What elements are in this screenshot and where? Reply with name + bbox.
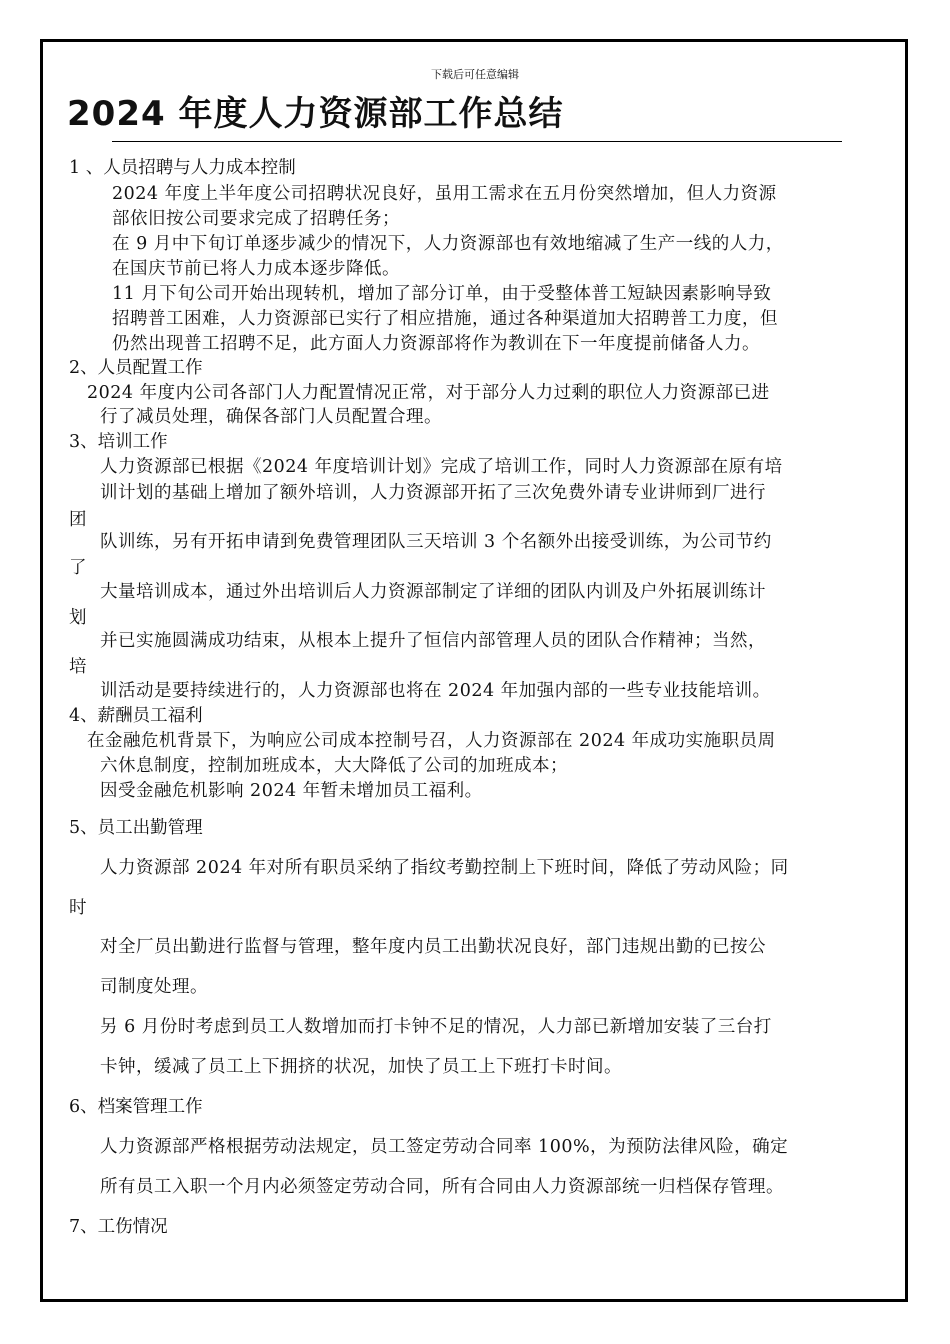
section-heading: 6、档案管理工作 xyxy=(69,1097,203,1117)
body-line: 司制度处理。 xyxy=(100,977,208,997)
body-line: 划 xyxy=(69,608,87,628)
body-line: 培 xyxy=(69,657,87,677)
title-divider xyxy=(112,141,842,142)
document-title: 2024 年度人力资源部工作总结 xyxy=(67,94,564,134)
section-heading: 2、人员配置工作 xyxy=(69,358,203,378)
body-line: 人力资源部严格根据劳动法规定，员工签定劳动合同率 100%，为预防法律风险，确定 xyxy=(100,1137,789,1157)
body-line: 部依旧按公司要求完成了招聘任务； xyxy=(112,209,400,229)
body-line: 训计划的基础上增加了额外培训，人力资源部开拓了三次免费外请专业讲师到厂进行 xyxy=(100,483,766,503)
body-line: 在金融危机背景下，为响应公司成本控制号召，人力资源部在 2024 年成功实施职员周 xyxy=(87,731,776,751)
body-line: 人力资源部已根据《2024 年度培训计划》完成了培训工作，同时人力资源部在原有培 xyxy=(100,457,783,477)
section-heading: 4、薪酬员工福利 xyxy=(69,706,203,726)
header-note: 下载后可任意编辑 xyxy=(431,68,519,81)
body-line: 人力资源部 2024 年对所有职员采纳了指纹考勤控制上下班时间，降低了劳动风险；同 xyxy=(100,858,789,878)
body-line: 训活动是要持续进行的，人力资源部也将在 2024 年加强内部的一些专业技能培训。 xyxy=(100,681,771,701)
body-line: 了 xyxy=(69,558,87,578)
body-line: 11 月下旬公司开始出现转机，增加了部分订单，由于受整体普工短缺因素影响导致 xyxy=(112,284,772,304)
body-line: 2024 年度内公司各部门人力配置情况正常，对于部分人力过剩的职位人力资源部已进 xyxy=(87,383,770,403)
body-line: 招聘普工困难，人力资源部已实行了相应措施，通过各种渠道加大招聘普工力度，但 xyxy=(112,309,778,329)
body-line: 另 6 月份时考虑到员工人数增加而打卡钟不足的情况，人力部已新增加安装了三台打 xyxy=(100,1017,772,1037)
body-line: 所有员工入职一个月内必须签定劳动合同，所有合同由人力资源部统一归档保存管理。 xyxy=(100,1177,784,1197)
body-line: 在 9 月中下旬订单逐步减少的情况下，人力资源部也有效地缩减了生产一线的人力， xyxy=(112,234,784,254)
body-line: 并已实施圆满成功结束，从根本上提升了恒信内部管理人员的团队合作精神；当然， xyxy=(100,631,766,651)
body-line: 仍然出现普工招聘不足，此方面人力资源部将作为教训在下一年度提前储备人力。 xyxy=(112,334,760,354)
section-heading: 7、工伤情况 xyxy=(69,1217,168,1237)
section-heading: 5、员工出勤管理 xyxy=(69,818,203,838)
body-line: 大量培训成本，通过外出培训后人力资源部制定了详细的团队内训及户外拓展训练计 xyxy=(100,582,766,602)
body-line: 在国庆节前已将人力成本逐步降低。 xyxy=(112,259,400,279)
body-line: 时 xyxy=(69,898,87,918)
section-heading: 1 、人员招聘与人力成本控制 xyxy=(69,158,296,178)
body-line: 对全厂员出勤进行监督与管理，整年度内员工出勤状况良好，部门违规出勤的已按公 xyxy=(100,937,766,957)
body-line: 因受金融危机影响 2024 年暂未增加员工福利。 xyxy=(100,781,483,801)
section-heading: 3、培训工作 xyxy=(69,432,168,452)
body-line: 卡钟，缓减了员工上下拥挤的状况，加快了员工上下班打卡时间。 xyxy=(100,1057,622,1077)
body-line: 六休息制度，控制加班成本，大大降低了公司的加班成本； xyxy=(100,756,568,776)
body-line: 队训练，另有开拓申请到免费管理团队三天培训 3 个名额外出接受训练，为公司节约 xyxy=(100,532,772,552)
body-line: 2024 年度上半年度公司招聘状况良好，虽用工需求在五月份突然增加，但人力资源 xyxy=(112,184,777,204)
body-line: 行了减员处理，确保各部门人员配置合理。 xyxy=(100,407,442,427)
body-line: 团 xyxy=(69,510,87,530)
